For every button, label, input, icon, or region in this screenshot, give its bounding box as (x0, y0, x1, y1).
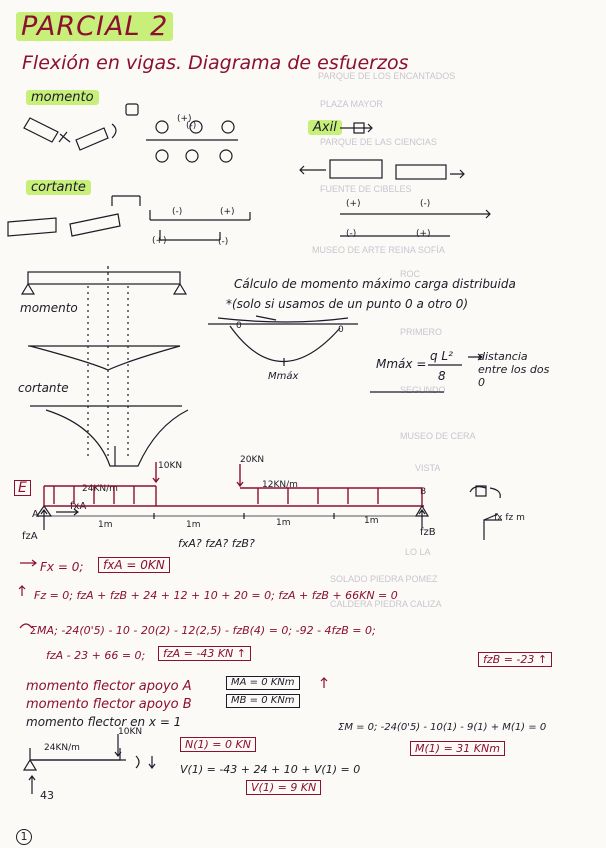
x1-load-24-label: 24KN/m (44, 743, 80, 753)
moment-sign-sketch (24, 104, 238, 162)
ghost-line: FUENTE DE CIBELES (320, 184, 412, 194)
formula-note-line1: Cálculo de momento máximo carga distribuida (234, 277, 516, 291)
m1-result: M(1) = 31 KNm (410, 741, 505, 756)
shear-sign-sketch (8, 196, 250, 240)
zero-label: 0 (338, 325, 344, 335)
formula-arrow (468, 354, 482, 360)
mmax-label: Mmáx (268, 371, 299, 382)
ghost-line: CALDERA PIEDRA CALIZA (330, 599, 442, 609)
ghost-line: SEGUNDO (400, 385, 446, 395)
dist-load-12-label: 12KN/m (262, 480, 298, 490)
eq-fzb-result: fzB = -23 ↑ (478, 652, 552, 667)
sign-label: (-) (172, 207, 183, 217)
sign-label: (+) (220, 207, 235, 217)
ghost-line: VISTA (415, 463, 441, 473)
ghost-line: MUSEO DE ARTE REINA SOFÍA (312, 245, 445, 255)
support-a-label: A (32, 509, 39, 520)
section-free-body (24, 734, 155, 794)
moment-x1-text: momento flector en x = 1 (26, 715, 182, 729)
fza-label: fzA (22, 531, 38, 542)
sign-label: (+) (346, 199, 361, 209)
eq-fza-result: fzA = -43 KN ↑ (158, 646, 251, 661)
beam-diagram-sketch (22, 266, 188, 466)
formula-denominator: 8 (438, 369, 446, 383)
equation-decor (19, 560, 327, 688)
ghost-line: MUSEO DE CERA (400, 431, 476, 441)
sign-label: (-) (218, 237, 229, 247)
load-20-label: 20KN (240, 455, 265, 465)
support-b-label: B (420, 487, 427, 497)
moment-a-text: momento flector apoyo A (26, 679, 192, 694)
zero-label: 0 (236, 321, 242, 331)
eq-fx-result: fxA = 0KN (98, 557, 170, 573)
eq-fza: fzA - 23 + 66 = 0; (46, 649, 146, 662)
n1-result: N(1) = 0 KN (180, 737, 256, 752)
section-axil: Axil (308, 120, 342, 135)
ghost-line: PARQUE DE LOS ENCANTADOS (318, 71, 456, 81)
moment-b-text: momento flector apoyo B (26, 697, 192, 712)
v1-result: V(1) = 9 KN (246, 780, 321, 795)
page-number: 1 (16, 829, 32, 845)
eq-fz: Fz = 0; fzA + fzB + 24 + 12 + 10 + 20 = 0; fzA + fzB + 66KN = 0 (34, 589, 398, 602)
load-10-label: 10KN (158, 461, 183, 471)
page-title: PARCIAL 2 (16, 12, 173, 41)
formula-note-line2: *(solo si usamos de un punto 0 a otro 0) (226, 297, 469, 311)
diagram-momento-label: momento (20, 301, 78, 315)
exercise-label: E (14, 480, 31, 496)
section-cortante: cortante (26, 180, 91, 195)
beam-supports (37, 486, 502, 540)
span-label: 1m (98, 520, 113, 530)
ghost-line: PARQUE DE LAS CIENCIAS (320, 137, 437, 147)
eq-fx: Fx = 0; (40, 560, 84, 574)
unknowns-label: fxA? fzA? fzB? (178, 537, 255, 550)
span-label: 1m (276, 518, 291, 528)
parabola-sketch (208, 316, 358, 366)
v1-equation: V(1) = -43 + 24 + 10 + V(1) = 0 (180, 763, 361, 776)
sign-label: (+) (416, 229, 431, 239)
formula-numerator: q L² (430, 349, 453, 363)
sign-label: (+) (152, 236, 167, 246)
ghost-line: LO LA (405, 547, 431, 557)
fzb-label: fzB (420, 527, 436, 538)
support-43-label: 43 (40, 789, 54, 802)
span-label: 1m (186, 520, 201, 530)
formula-arrow-note: distancia entre los dos 0 (478, 350, 550, 390)
diagram-cortante-label: cortante (18, 381, 69, 395)
page-subtitle: Flexión en vigas. Diagrama de esfuerzos (22, 52, 409, 74)
moment-a-result: MA = 0 KNm (226, 676, 300, 690)
sign-label: (-) (186, 121, 197, 131)
sign-label: (-) (346, 229, 357, 239)
axial-sign-sketch (300, 123, 490, 236)
main-beam (44, 462, 427, 506)
formula-mmax-lhs: Mmáx = (376, 357, 427, 371)
ghost-line: PRIMERO (400, 327, 443, 337)
ghost-line: SOLADO PIEDRA POMEZ (330, 574, 438, 584)
ghost-line: ROC (400, 269, 420, 279)
dist-load-24-label: 24KN/m (82, 484, 118, 494)
section-momento: momento (26, 90, 99, 105)
x1-load-10-label: 10KN (118, 727, 143, 737)
moment-b-result: MB = 0 KNm (226, 694, 300, 708)
fxa-label: fxA (70, 501, 87, 512)
sign-label: (+) (177, 114, 192, 124)
ghost-line: PLAZA MAYOR (320, 99, 383, 109)
m1-equation: ΣM = 0; -24(0'5) - 10(1) - 9(1) + M(1) = 0 (338, 722, 547, 733)
axes-label: fx fz m (494, 513, 525, 523)
eq-ma: ΣMA; -24(0'5) - 10 - 20(2) - 12(2,5) - fzB(4) = 0; -92 - 4fzB = 0; (30, 624, 376, 637)
span-label: 1m (364, 516, 379, 526)
sign-label: (-) (420, 199, 431, 209)
